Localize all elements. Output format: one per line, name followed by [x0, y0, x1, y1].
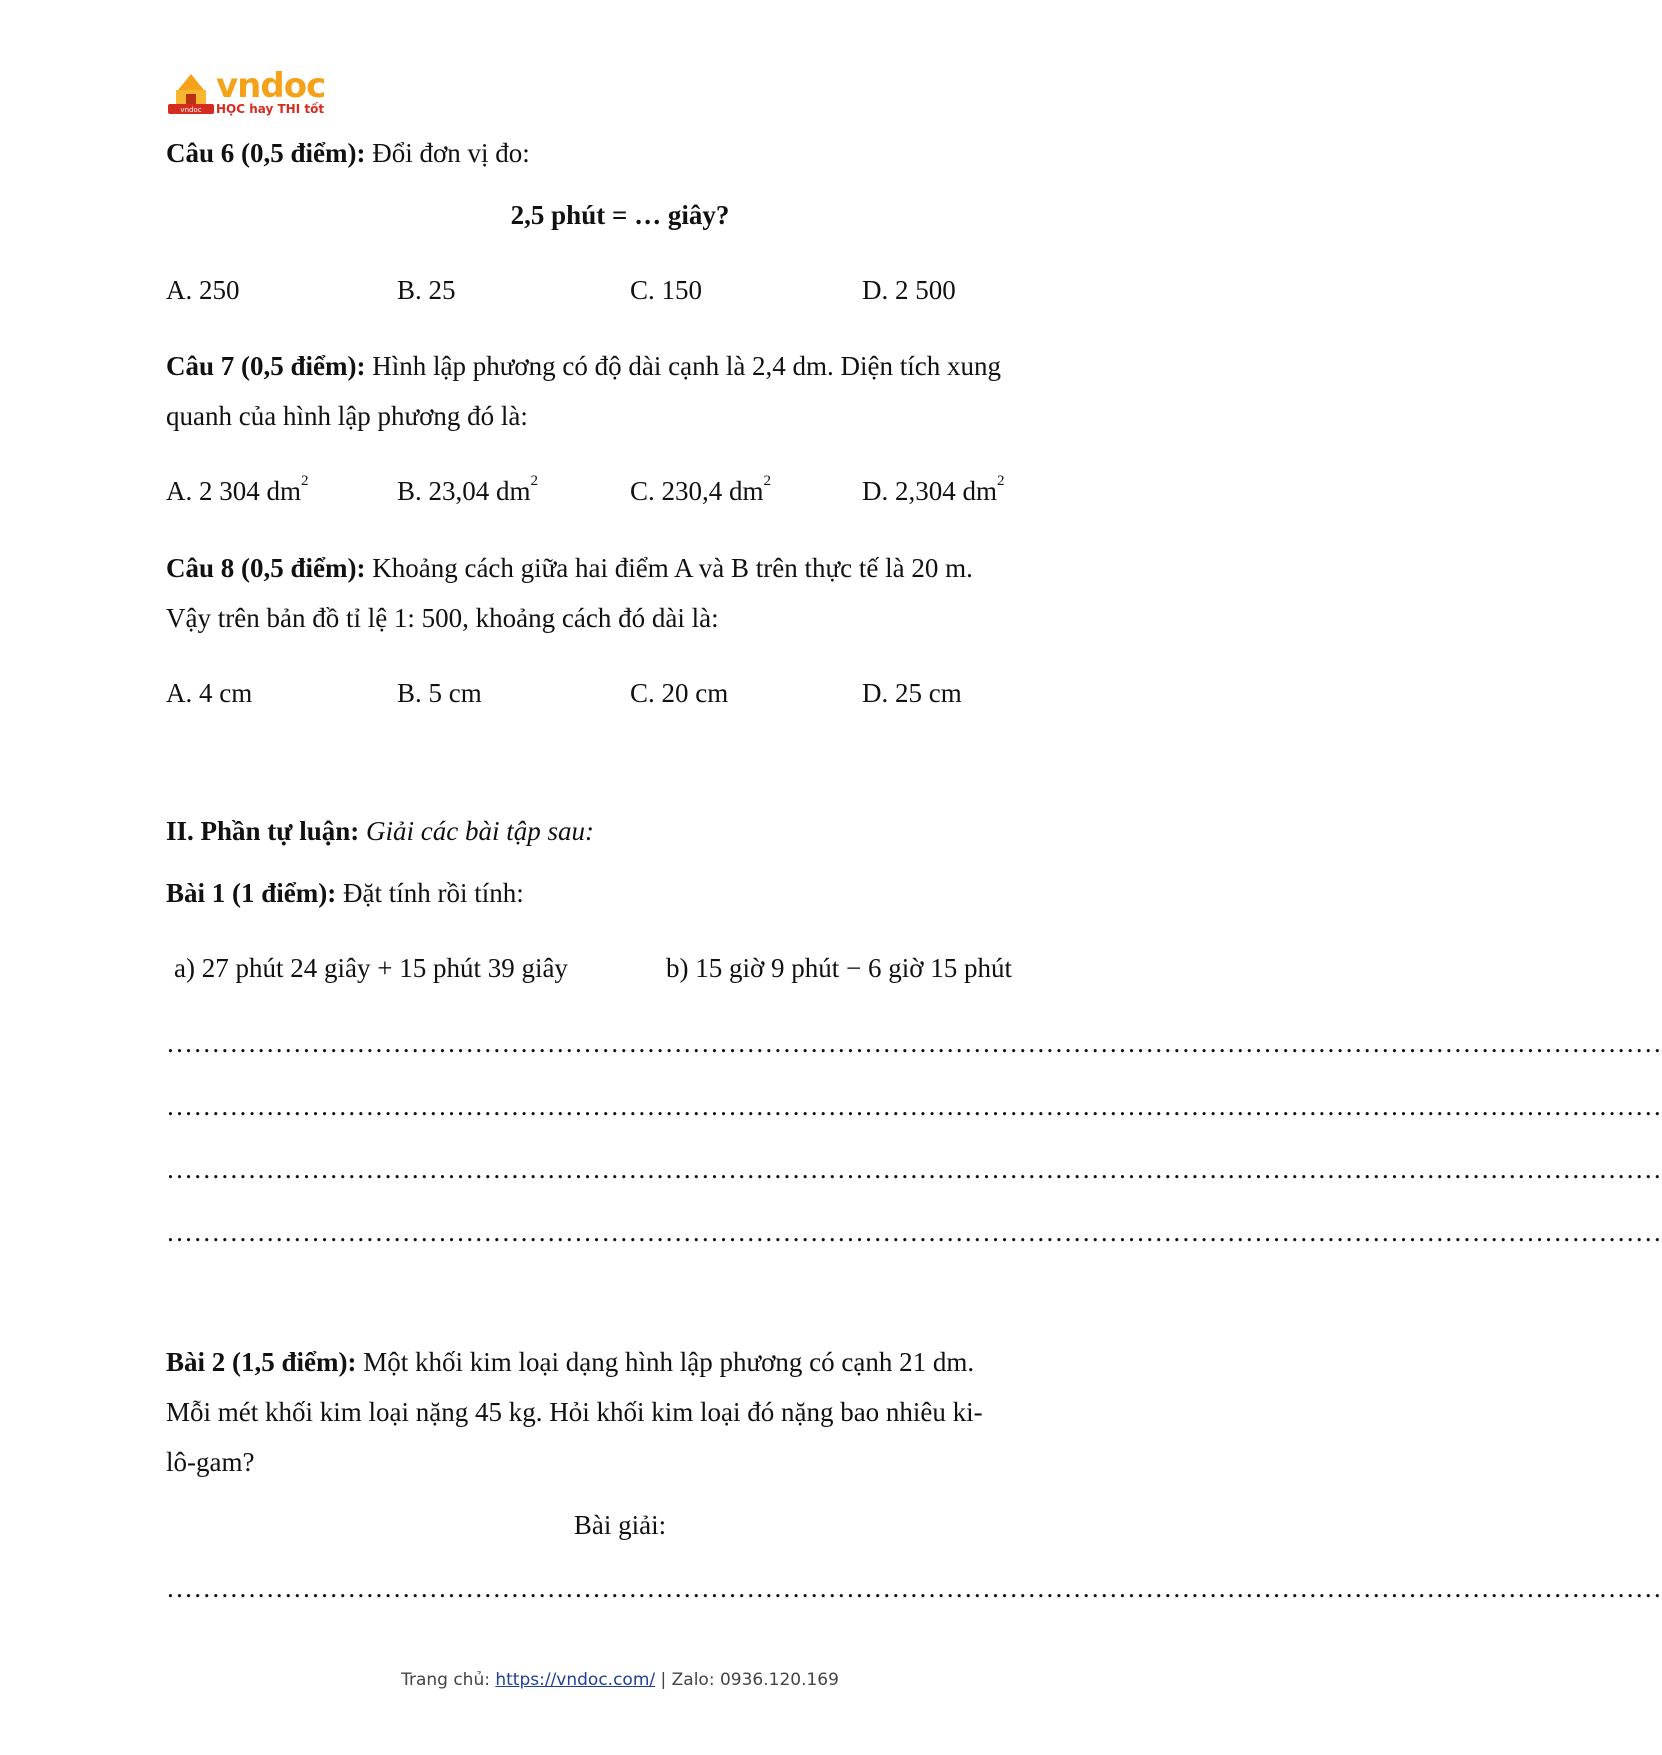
footer-suffix: | Zalo: 0936.120.169 — [655, 1670, 839, 1690]
q6-label: Câu 6 (0,5 điểm): — [166, 138, 366, 168]
answer-line: ………………………………………………………………………………………………………………………………………………… — [166, 1091, 1662, 1121]
part2-heading — [166, 818, 594, 845]
q7-heading — [166, 353, 1001, 380]
b2-heading — [166, 1349, 974, 1376]
q7-option-b: B. 23,04 $dm^2$ — [397, 473, 539, 506]
q6-expression: 2,5 phút = … giây? — [510, 200, 730, 230]
q6-option-c: C. 150 — [630, 275, 703, 305]
q8-option-d: D. 25 cm — [862, 678, 962, 708]
q8-option-b: B. 5 cm — [397, 678, 482, 708]
b2-text-line1: Một khối kim loại dạng hình lập phương có cạnh 21 dm. — [356, 1347, 975, 1377]
q7-text-line2: quanh của hình lập phương đó là: — [166, 401, 528, 431]
b1-label: Bài 1 (1 điểm): — [166, 878, 337, 908]
b1-part-a: a) 27 phút 24 giây + 15 phút 39 giây — [174, 953, 568, 983]
temple-icon — [166, 70, 216, 120]
q6-option-d: D. 2 500 — [862, 275, 956, 305]
answer-line: ………………………………………………………………………………………………………………………………………………… — [166, 1154, 1662, 1184]
q8-text-line2: Vậy trên bản đồ tỉ lệ 1: 500, khoảng cách đó dài là: — [166, 603, 719, 633]
q7-option-c: C. 230,4 $dm^2$ — [630, 473, 772, 506]
answer-line: ………………………………………………………………………………………………………………………………………………… — [166, 1028, 1662, 1058]
q6-option-a: A. 250 — [166, 275, 240, 305]
q7-option-d: D. 2,304 $dm^2$ — [862, 473, 1005, 506]
q7-label: Câu 7 (0,5 điểm): — [166, 351, 366, 381]
q7-option-a: A. 2 304 $dm^2$ — [166, 473, 309, 506]
b1-heading — [166, 880, 524, 907]
q8-heading — [166, 555, 973, 582]
q8-label: Câu 8 (0,5 điểm): — [166, 553, 366, 583]
svg-text:vndoc: vndoc — [180, 106, 202, 114]
footer-prefix: Trang chủ: — [401, 1670, 496, 1690]
part2-label: II. Phần tự luận: — [166, 816, 360, 846]
q8-text-line1: Khoảng cách giữa hai điểm A và B trên thực tế là 20 m. — [365, 553, 973, 583]
footer-link[interactable]: https://vndoc.com/ — [495, 1670, 656, 1690]
b2-text-line2: Mỗi mét khối kim loại nặng 45 kg. Hỏi khối kim loại đó nặng bao nhiêu ki- — [166, 1397, 983, 1427]
logo-text: vndoc — [216, 66, 326, 106]
q6-option-b: B. 25 — [397, 275, 456, 305]
vndoc-logo[interactable] — [166, 66, 326, 120]
b2-solution-heading: Bài giải: — [573, 1510, 667, 1540]
part2-text: Giải các bài tập sau: — [359, 816, 594, 846]
q8-option-c: C. 20 cm — [630, 678, 729, 708]
answer-line: ………………………………………………………………………………………………………………………………………………… — [166, 1217, 1662, 1247]
page-footer — [0, 1670, 1240, 1690]
logo-tagline: HỌC hay THI tốt — [216, 102, 325, 116]
q6-heading — [166, 140, 530, 167]
b1-text: Đặt tính rồi tính: — [336, 878, 524, 908]
q6-text: Đổi đơn vị đo: — [365, 138, 530, 168]
q7-text-line1: Hình lập phương có độ dài cạnh là 2,4 dm. Diện tích xung — [365, 351, 1002, 381]
b2-label: Bài 2 (1,5 điểm): — [166, 1347, 357, 1377]
q8-option-a: A. 4 cm — [166, 678, 253, 708]
b2-text-line3: lô-gam? — [166, 1447, 255, 1477]
b1-part-b: b) 15 giờ 9 phút − 6 giờ 15 phút — [666, 953, 1013, 983]
answer-line: ………………………………………………………………………………………………………………………………………………… — [166, 1573, 1662, 1603]
